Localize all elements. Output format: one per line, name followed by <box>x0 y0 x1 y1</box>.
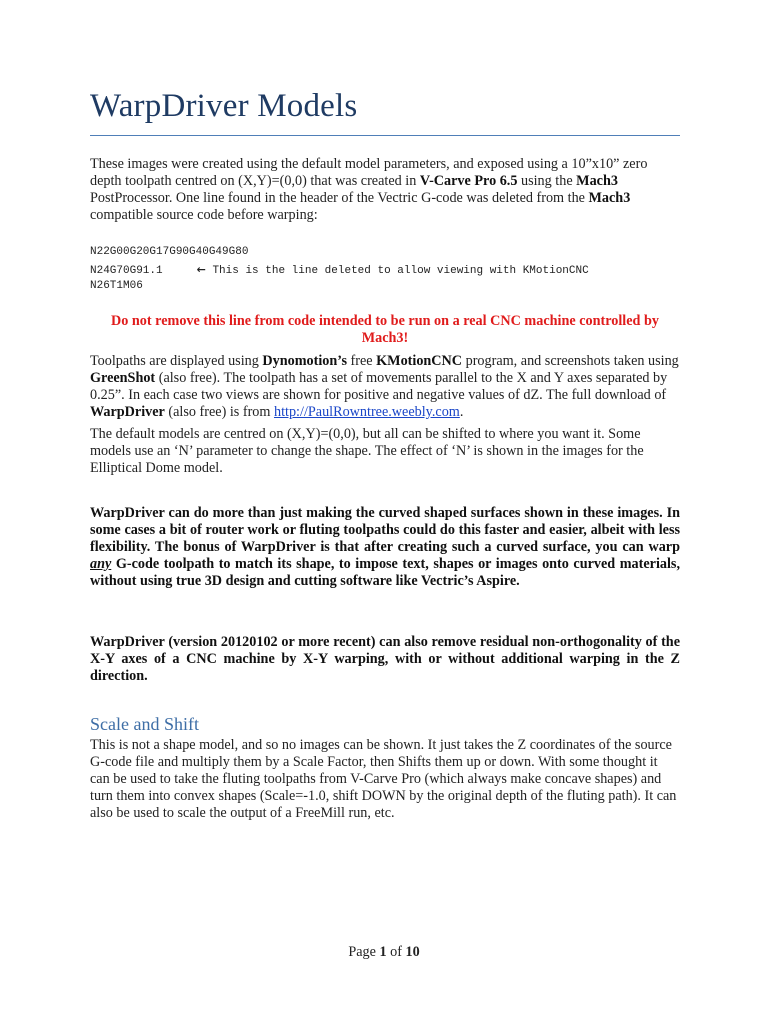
footer-page-label: Page <box>348 944 376 960</box>
capabilities-text-2: G-code toolpath to match its shape, to impose text, shapes or images onto curved materials, without using true 3D design and cutting software like Vectric’s Aspire. <box>90 556 680 589</box>
document-title: WarpDriver Models <box>90 88 358 124</box>
scale-shift-paragraph: This is not a shape model, and so no images can be shown. It just takes the Z coordinates of the source G-code file and multiply them by a Scale Factor, then Shifts them up or down. With some thought it can be used to take the fluting toolpaths from V-Carve Pro (which always make concave shapes) and turn them into convex shapes (Scale=-1.0, shift DOWN by the original depth of the fluting path). It can also be used to scale the output of a FreeMill run, etc. <box>90 737 677 821</box>
footer-page-total: 10 <box>405 944 420 960</box>
defaults-paragraph: The default models are centred on (X,Y)=(0,0), but all can be shifted to where you want it. Some models use an ‘N’ parameter to change the shape. The effect of ‘N’ is shown in the images for the Elliptical Dome model. <box>90 426 644 476</box>
toolpaths-text-5: (also free) is from <box>164 404 274 420</box>
warning-note: Do not remove this line from code intended to be run on a real CNC machine controlled by Mach3! <box>111 313 659 346</box>
toolpaths-kmotioncnc: KMotionCNC <box>376 353 463 369</box>
footer-of-label: of <box>390 944 402 960</box>
title-divider <box>90 135 680 136</box>
download-link[interactable]: http://PaulRowntree.weebly.com <box>273 404 460 420</box>
intro-text-3: PostProcessor. One line found in the header of the Vectric G-code was deleted from the <box>90 190 589 206</box>
capabilities-any: any <box>90 556 112 572</box>
orthogonality-paragraph: WarpDriver (version 20120102 or more recent) can also remove residual non-orthogonality of the X-Y axes of a CNC machine by X-Y warping, with or without additional warping in the Z direction. <box>90 634 680 684</box>
warpdriver-capabilities-paragraph <box>90 505 680 590</box>
intro-mach3-b: Mach3 <box>588 190 631 206</box>
gcode-line-2 <box>90 261 589 280</box>
scale-shift-heading: Scale and Shift <box>90 714 199 734</box>
gcode-line-2-comment: This is the line deleted to allow viewing with KMotionCNC <box>212 265 589 277</box>
toolpaths-text-1: Toolpaths are displayed using <box>90 353 263 369</box>
gcode-line-3: N26T1M06 <box>90 280 143 292</box>
intro-vcarve: V-Carve Pro 6.5 <box>419 173 518 189</box>
toolpaths-text-3: program, and screenshots taken using <box>462 353 679 369</box>
intro-paragraph <box>90 156 680 224</box>
intro-mach3-a: Mach3 <box>576 173 618 189</box>
intro-text-4: compatible source code before warping: <box>90 207 318 223</box>
gcode-line-1: N22G00G20G17G90G40G49G80 <box>90 246 249 258</box>
footer-page-number: 1 <box>379 944 387 960</box>
gcode-line-2-code: N24G70G91.1 <box>90 265 163 277</box>
toolpaths-text-4: (also free). The toolpath has a set of movements parallel to the X and Y axes separated by 0.25”. In each case two views are shown for positive and negative values of dZ. The full download of <box>90 370 668 403</box>
toolpaths-dynomotion: Dynomotion’s <box>262 353 347 369</box>
toolpaths-greenshot: GreenShot <box>90 370 156 386</box>
capabilities-text-1: WarpDriver can do more than just making the curved shaped surfaces shown in these images. In some cases a bit of router work or fluting toolpaths could do this faster and easier, albeit with less flexibility. The bonus of WarpDriver is that after creating such a curved surface, you can warp <box>90 505 680 555</box>
page-footer <box>0 944 768 961</box>
intro-text-1: These images were created using the default model parameters, and exposed using a 10”x10” zero depth toolpath centred on (X,Y)=(0,0) that was created in <box>90 156 648 189</box>
toolpaths-paragraph <box>90 353 680 421</box>
toolpaths-text-6: . <box>459 404 464 420</box>
toolpaths-text-2: free <box>347 353 377 369</box>
intro-text-2: using the <box>517 173 577 189</box>
left-arrow-icon: ← <box>196 263 206 276</box>
toolpaths-warpdriver: WarpDriver <box>90 404 165 420</box>
